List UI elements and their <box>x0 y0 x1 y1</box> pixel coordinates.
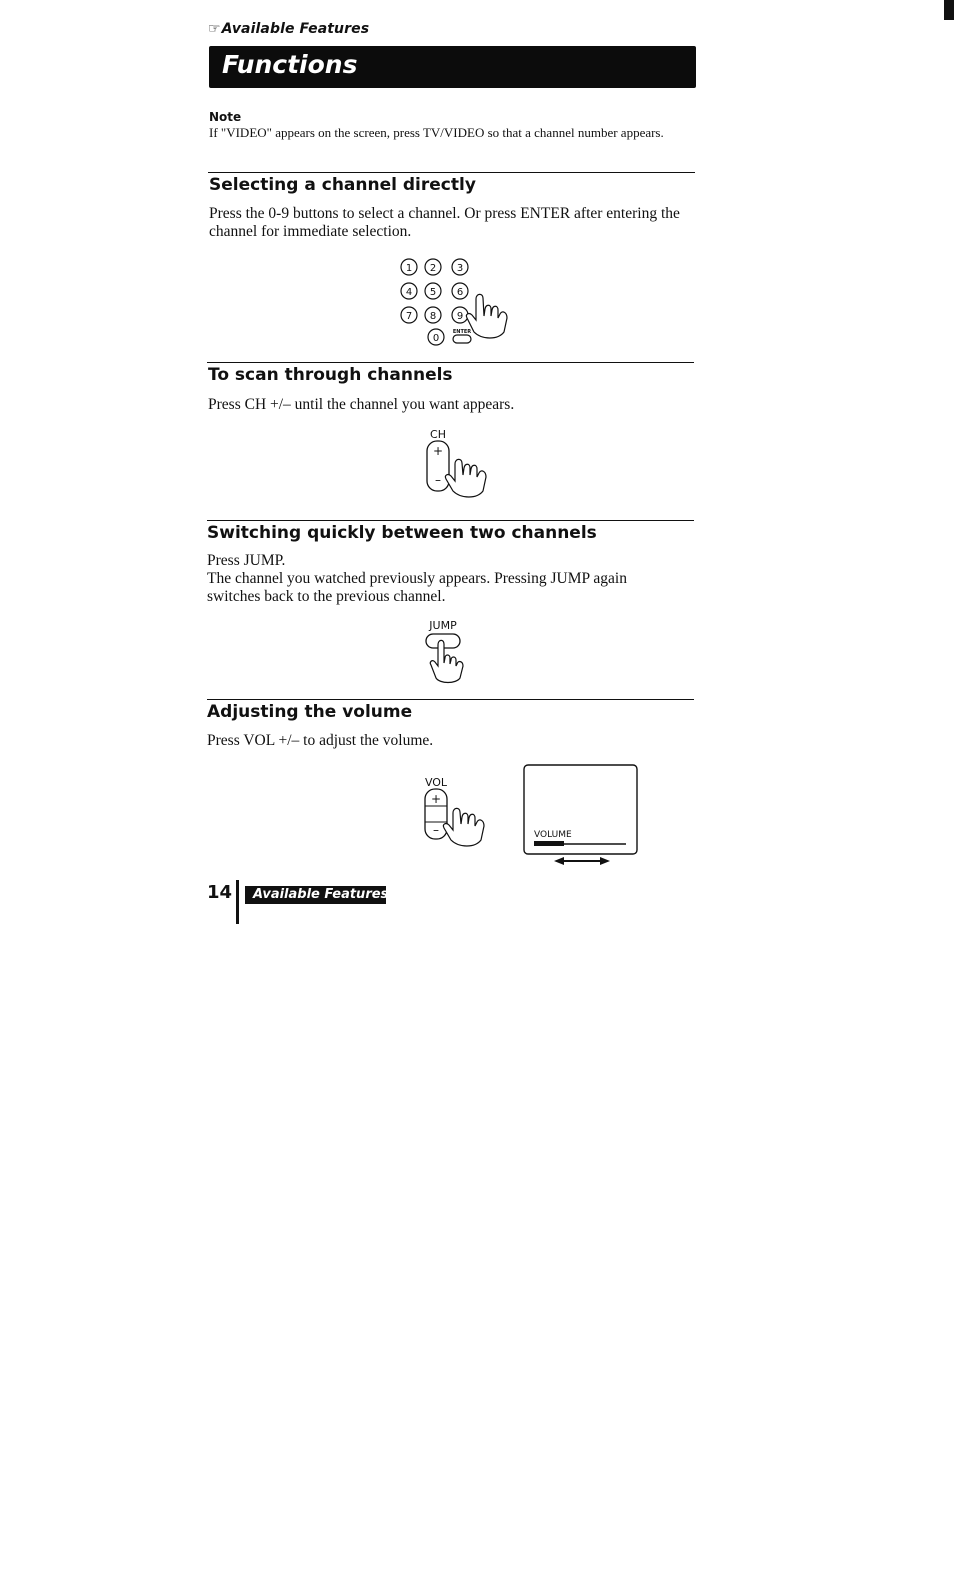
section-divider <box>207 699 694 700</box>
key-1: 1 <box>405 263 413 274</box>
pointing-hand-icon: ☞ <box>208 21 221 37</box>
page-number: 14 <box>207 882 233 903</box>
key-7: 7 <box>405 311 413 322</box>
ch-minus: – <box>435 473 441 487</box>
section-body-line: Press JUMP. <box>207 552 286 569</box>
vol-label: VOL <box>424 776 448 789</box>
section-body-line: The channel you watched previously appears. Pressing JUMP again switches back to the previous channel. <box>207 570 627 605</box>
ch-label: CH <box>430 428 446 441</box>
footer-section-label: Available Features <box>253 887 389 902</box>
title-bar <box>209 46 696 88</box>
section-divider <box>207 362 694 363</box>
key-6: 6 <box>456 287 464 298</box>
key-5: 5 <box>429 287 437 298</box>
footer-divider <box>236 880 239 924</box>
volume-level-bar <box>534 841 564 846</box>
section-divider <box>207 520 694 521</box>
page-edge-mark <box>944 0 954 20</box>
volume-osd-label: VOLUME <box>534 830 572 840</box>
vol-minus: – <box>433 823 439 837</box>
channel-rocker-illustration <box>420 425 500 505</box>
pointing-hand-icon <box>443 808 484 846</box>
footer-section-tag <box>245 886 389 904</box>
section-heading: Adjusting the volume <box>207 702 413 722</box>
volume-rocker-illustration <box>418 772 498 854</box>
vol-plus: + <box>430 792 442 806</box>
key-9: 9 <box>456 311 464 322</box>
section-body: Press CH +/– until the channel you want appears. <box>208 396 515 413</box>
section-divider <box>208 172 695 173</box>
section-body <box>207 552 677 606</box>
section-body: Press VOL +/– to adjust the volume. <box>207 732 434 749</box>
note-text: If "VIDEO" appears on the screen, press TV/VIDEO so that a channel number appears. <box>209 125 664 140</box>
key-8: 8 <box>429 311 437 322</box>
key-3: 3 <box>456 263 464 274</box>
jump-button-illustration <box>420 616 480 688</box>
key-2: 2 <box>429 263 437 274</box>
enter-key-label: ENTER <box>452 329 472 335</box>
jump-label: JUMP <box>429 619 457 632</box>
section-label: ☞Available Features <box>208 21 370 37</box>
note-title: Note <box>209 110 242 124</box>
page-title: Functions <box>222 50 358 79</box>
section-heading: Selecting a channel directly <box>209 175 476 195</box>
section-heading: To scan through channels <box>208 365 453 385</box>
section-heading: Switching quickly between two channels <box>207 523 597 543</box>
ch-plus: + <box>432 444 444 458</box>
pointing-hand-icon <box>466 294 507 338</box>
number-keypad-illustration <box>390 252 520 352</box>
key-0: 0 <box>432 333 440 344</box>
section-body: Press the 0-9 buttons to select a channel. Or press ENTER after entering the channel for immediate selection. <box>209 205 680 240</box>
key-4: 4 <box>405 287 413 298</box>
pointing-hand-icon <box>445 459 486 497</box>
tv-screen-illustration <box>520 762 642 870</box>
